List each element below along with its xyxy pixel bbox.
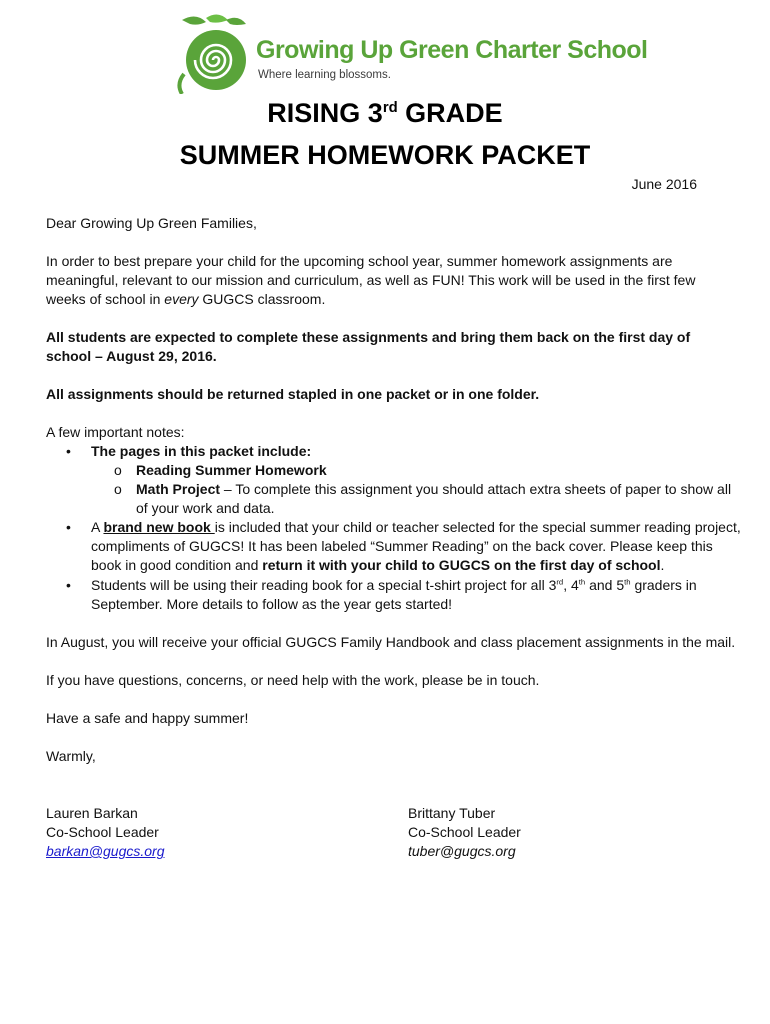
tshirt-note: Students will be using their reading book for a special t-shirt project for all 3rd, 4th and 5th graders in September. More details to follow as the year gets started! (91, 577, 697, 612)
book-note: A brand new book is included that your child or teacher selected for the special summer reading project, compliments of GUGCS! It has been labeled “Summer Reading” on the back cover. Please keep this book in good condition and return it with your child to GUGCS on the first day of school. (91, 519, 741, 573)
page-title-line1: RISING 3rd GRADE (267, 98, 503, 128)
notes-heading: A few important notes: (46, 424, 185, 440)
summer-paragraph: Have a safe and happy summer! (46, 710, 249, 726)
bullet-icon: • (66, 443, 71, 459)
intro-paragraph: In order to best prepare your child for the upcoming school year, summer homework assignments are meaningful, relevant to our mission and curriculum, as well as FUN! This work will be used in the first few weeks of school in every GUGCS classroom. (46, 253, 696, 307)
signer-role: Co-School Leader (46, 824, 159, 840)
email-link[interactable]: barkan@gugcs.org (46, 843, 165, 859)
closing: Warmly, (46, 748, 96, 764)
sub-bullet-icon: o (114, 481, 122, 497)
school-tagline: Where learning blossoms. (258, 69, 391, 81)
signer-name: Lauren Barkan (46, 805, 138, 821)
signer-name: Brittany Tuber (408, 805, 496, 821)
sub-bullet-icon: o (114, 462, 122, 478)
pages-heading: The pages in this packet include: (91, 443, 312, 459)
signature-block-right (408, 804, 521, 861)
school-logo (176, 14, 648, 94)
returned-paragraph: All assignments should be returned stapled in one packet or in one folder. (46, 386, 540, 402)
email-text: tuber@gugcs.org (408, 843, 516, 859)
page-title-line2: SUMMER HOMEWORK PACKET (179, 140, 591, 170)
math-item: Math Project – To complete this assignment you should attach extra sheets of paper to show all of your work and data. (136, 481, 732, 516)
bullet-icon: • (66, 519, 71, 535)
spiral-leaf-icon (176, 14, 254, 94)
requirement-paragraph: All students are expected to complete these assignments and bring them back on the first day of school – August 29, 2016. (46, 329, 691, 364)
august-paragraph: In August, you will receive your official GUGCS Family Handbook and class placement assignments in the mail. (46, 634, 736, 650)
letter-date: June 2016 (631, 176, 697, 192)
greeting: Dear Growing Up Green Families, (46, 215, 257, 231)
school-name: Growing Up Green Charter School (256, 36, 648, 64)
questions-paragraph: If you have questions, concerns, or need help with the work, please be in touch. (46, 672, 540, 688)
signer-role: Co-School Leader (408, 824, 521, 840)
bullet-icon: • (66, 577, 71, 593)
signature-block-left (46, 804, 165, 861)
reading-item: Reading Summer Homework (136, 462, 327, 478)
